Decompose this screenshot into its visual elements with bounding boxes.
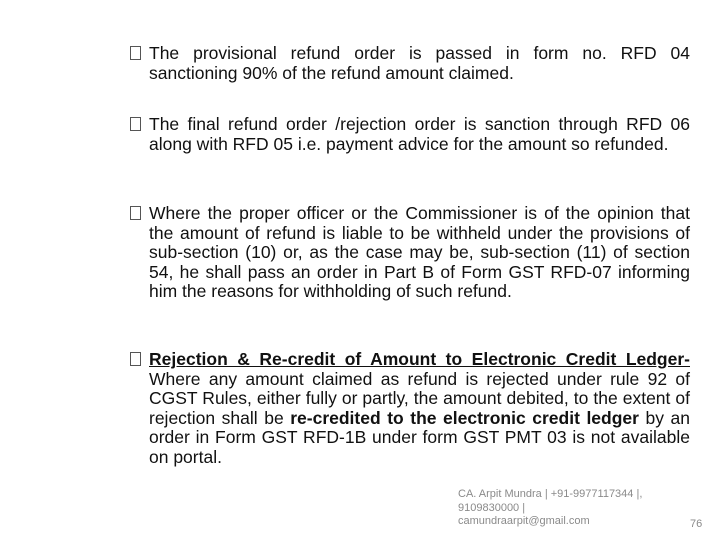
- bullet-box-icon: [130, 117, 141, 131]
- footer-line: camundraarpit@gmail.com: [458, 515, 590, 527]
- bullet-text: The final refund order /rejection order is sanction through RFD 06 along with RFD 05 i.e. payment advice for the amount so refunded.: [149, 114, 690, 154]
- bullet-text-part: Where any amount claimed as refund is rejected under rule 92 of CGST Rules, either fully or partly, the amount debited, to the extent of rejection shall be: [149, 368, 690, 428]
- bullet-bold-phrase: re-credited to the electronic credit ledger: [290, 407, 639, 428]
- bullet-text: The provisional refund order is passed in form no. RFD 04 sanctioning 90% of the refund amount claimed.: [149, 43, 690, 83]
- bullet-box-icon: [130, 46, 141, 60]
- page-number: 76: [690, 518, 703, 530]
- footer-line: 9109830000 |: [458, 501, 526, 514]
- footer-line: CA. Arpit Mundra | +91-9977117344 |,: [458, 488, 643, 500]
- bullet-heading: Rejection & Re-credit of Amount to Electronic Credit Ledger-: [149, 349, 690, 369]
- bullet-box-icon: [130, 206, 141, 220]
- bullet-box-icon: [130, 352, 141, 366]
- bullet-text: Where the proper officer or the Commissioner is of the opinion that the amount of refund is liable to be withheld under the provisions of sub-section (10) or, as the case may be, sub-section (11) of section 54, he shall pass an order in Part B of Form GST RFD-07 informing him the reasons for withholding of such refund.: [149, 203, 690, 301]
- bullet-text: [149, 350, 690, 467]
- bullet-text-part: by an order in Form GST RFD-1B under form GST PMT 03 is not available on portal.: [149, 407, 690, 467]
- footer-contact: [458, 488, 678, 529]
